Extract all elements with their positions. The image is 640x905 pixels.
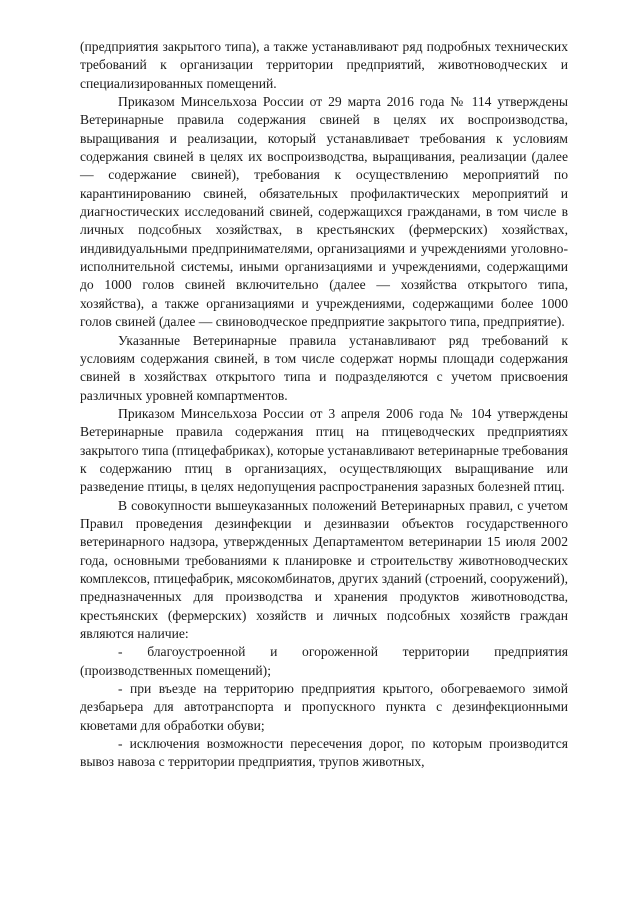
paragraph: - исключения возможности пересечения дорог, по которым производится вывоз навоза с территории предприятия, трупов животных,: [80, 736, 568, 770]
paragraph: Приказом Минсельхоза России от 29 марта 2016 года № 114 утверждены Ветеринарные правила содержания свиней в целях их воспроизводства, выращивания и реализации, который устанавливает требования к условиям содержания свиней в целях их воспроизводства, выращивания, реализации (далее — содержание свиней), требования к осуществлению мероприятий по карантинированию свиней, обязательных профилактических мероприятий и диагностических исследований свиней, содержащихся гражданами, в том числе в личных подсобных хозяйствах, в крестьянских (фермерских) хозяйствах, индивидуальными предпринимателями, организациями и учреждениями уголовно-исполнительной системы, иными организациями и учреждениями, содержащими до 1000 голов свиней включительно (далее — хозяйства открытого типа, хозяйства), а также организациями и учреждениями, содержащими более 1000 голов свиней (далее — свиноводческое предприятие закрытого типа, предприятие).: [80, 94, 568, 330]
paragraph: Указанные Ветеринарные правила устанавливают ряд требований к условиям содержания свиней, в том числе содержат нормы площади содержания свиней в хозяйствах открытого типа и подразделяются с учетом присвоения различных уровней компартментов.: [80, 332, 568, 403]
paragraph: - при въезде на территорию предприятия крытого, обогреваемого зимой дезбарьера для автотранспорта и пропускного пункта с дезинфекционными кюветами для обработки обуви;: [80, 681, 568, 733]
paragraph: - благоустроенной и огороженной территории предприятия (производственных помещений);: [80, 644, 568, 678]
paragraph: В совокупности вышеуказанных положений Ветеринарных правил, с учетом Правил проведения дезинфекции и дезинвазии объектов государственного ветеринарного надзора, утвержденных Департаментом ветеринарии 15 июля 2002 года, основными требованиями к планировке и строительству животноводческих комплексов, птицефабрик, мясокомбинатов, других зданий (строений, сооружений), предназначенных для производства и хранения продуктов животноводства, крестьянских (фермерских) хозяйств и личных подсобных хозяйств граждан являются наличие:: [80, 497, 568, 641]
paragraph: Приказом Минсельхоза России от 3 апреля 2006 года № 104 утверждены Ветеринарные правила содержания птиц на птицеводческих предприятиях закрытого типа (птицефабриках), которые устанавливают ветеринарные требования к содержанию птиц в организациях, осуществляющих выращивание или разведение птицы, в целях недопущения распространения заразных болезней птиц.: [80, 405, 568, 495]
paragraph: (предприятия закрытого типа), а также устанавливают ряд подробных технических требований к организации территории предприятий, животноводческих и специализированных помещений.: [80, 39, 568, 91]
